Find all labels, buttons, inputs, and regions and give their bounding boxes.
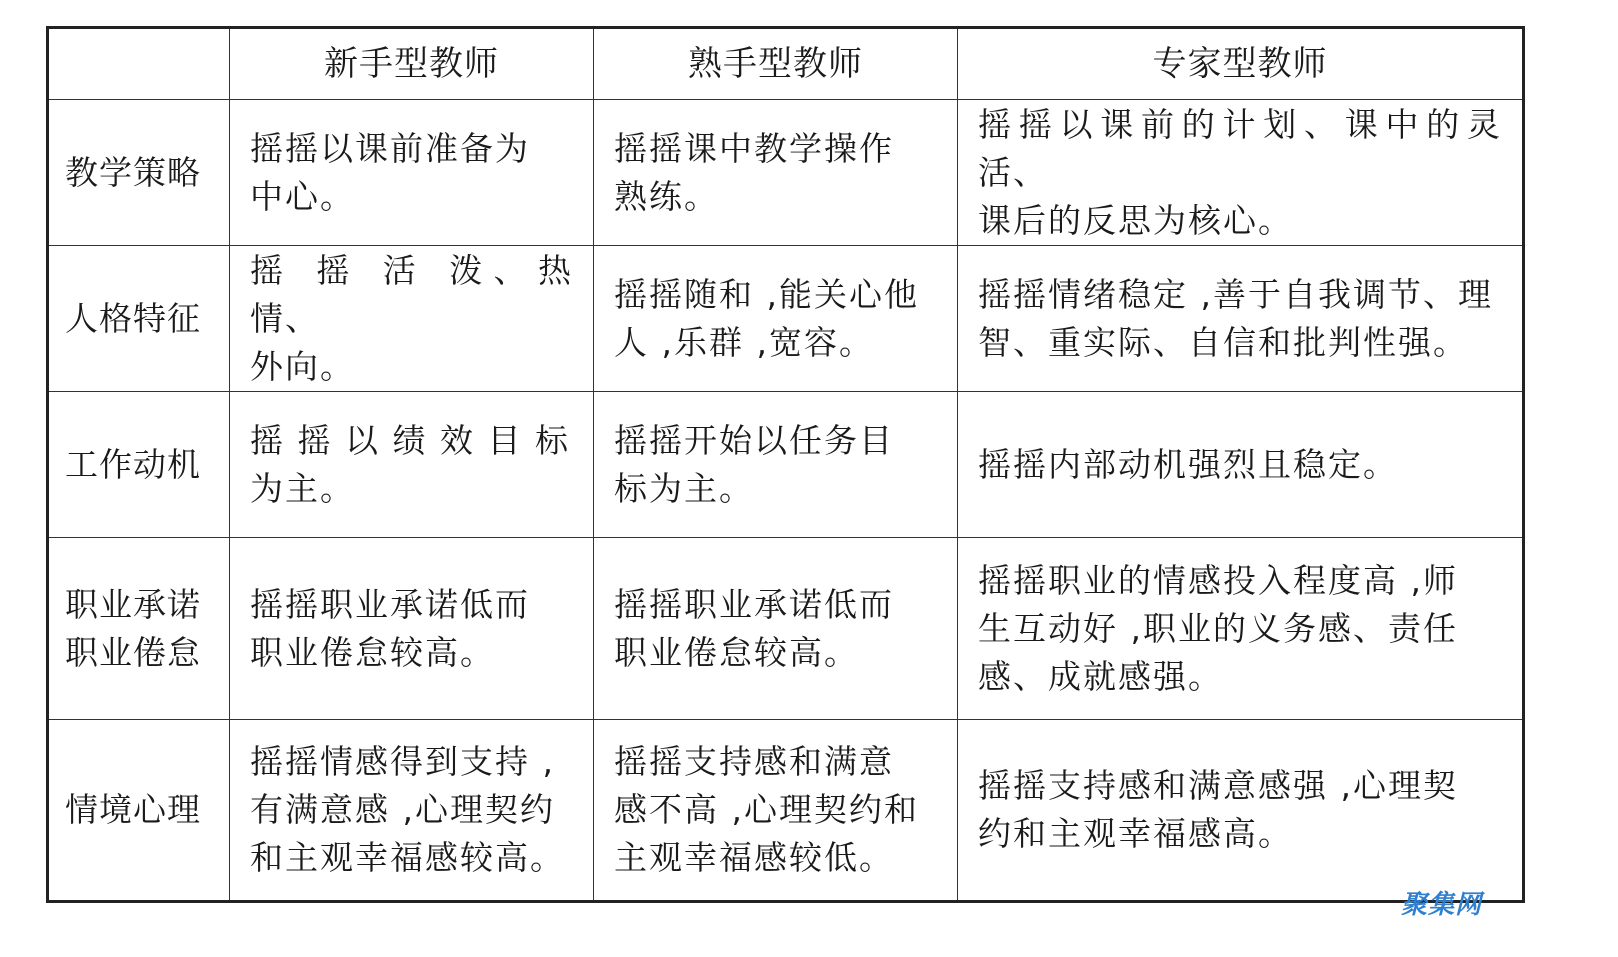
cell-line: 摇摇课中教学操作 [614,128,894,168]
row-label-teaching-strategy [48,100,230,246]
site-watermark: 聚集网 [1400,890,1482,920]
cell-line: 感、成就感强。 [978,656,1223,696]
cell-line: 中心。 [250,176,355,216]
cell-line: 摇摇职业承诺低而 [250,584,530,624]
cell-line: 摇 摇 以 绩 效 目 标 [250,420,570,460]
cell-novice [230,538,594,720]
row-label-career-commitment [48,538,230,720]
row-label-line: 教学策略 [65,152,201,192]
cell-skilled [594,100,958,246]
cell-line: 摇摇开始以任务目 [614,420,894,460]
cell-line: 摇摇随和 ,能关心他 [614,274,919,314]
row-label-line: 工作动机 [65,444,201,484]
row-label-situational-psychology [48,720,230,902]
cell-line: 智、重实际、自信和批判性强。 [978,322,1468,362]
cell-novice [230,392,594,538]
header-expert-teacher: 专家型教师 [958,28,1524,100]
row-label-work-motivation [48,392,230,538]
cell-line: 有满意感 ,心理契约 [250,790,555,829]
table-row [48,100,1524,246]
cell-line: 生互动好 ,职业的义务感、责任 [978,608,1458,648]
cell-expert [958,392,1524,538]
cell-line: 感不高 ,心理契约和 [614,790,919,829]
cell-expert [958,246,1524,392]
cell-line: 摇 摇 活 泼、热 情、 [250,250,573,338]
header-corner-cell [48,28,230,100]
cell-expert [958,538,1524,720]
cell-line: 摇摇支持感和满意 [614,742,894,781]
cell-skilled [594,392,958,538]
cell-line: 熟练。 [614,176,719,216]
cell-expert [958,720,1524,902]
table-row [48,720,1524,902]
cell-skilled [594,246,958,392]
table-row [48,246,1524,392]
cell-line: 摇摇以课前准备为 [250,128,530,168]
cell-novice [230,720,594,902]
cell-line: 约和主观幸福感高。 [978,814,1293,853]
comparison-table-container [46,26,1522,900]
table-row [48,392,1524,538]
cell-line: 摇摇情感得到支持 , [250,742,555,781]
cell-line: 人 ,乐群 ,宽容。 [614,322,874,362]
cell-line: 为主。 [250,468,355,508]
cell-line: 和主观幸福感较高。 [250,838,565,877]
row-label-personality [48,246,230,392]
cell-line: 课后的反思为核心。 [978,200,1293,240]
row-label-line: 职业承诺 [65,584,201,624]
row-label-line: 人格特征 [65,298,201,338]
cell-line: 外向。 [250,346,355,386]
cell-line: 摇摇职业承诺低而 [614,584,894,624]
cell-line: 摇摇职业的情感投入程度高 ,师 [978,560,1458,600]
cell-line: 职业倦怠较高。 [614,632,859,672]
cell-novice [230,246,594,392]
cell-skilled [594,538,958,720]
cell-expert [958,100,1524,246]
teacher-comparison-table [46,26,1525,903]
row-label-line: 情境心理 [65,790,201,829]
cell-skilled [594,720,958,902]
table-row [48,538,1524,720]
cell-line: 摇摇支持感和满意感强 ,心理契 [978,766,1458,805]
cell-line: 摇摇情绪稳定 ,善于自我调节、理 [978,274,1493,314]
cell-line: 摇摇以课前的计划、课中的灵活、 [978,104,1502,192]
header-novice-teacher: 新手型教师 [230,28,594,100]
cell-line: 摇摇内部动机强烈且稳定。 [978,444,1398,484]
cell-novice [230,100,594,246]
header-skilled-teacher: 熟手型教师 [594,28,958,100]
cell-line: 标为主。 [614,468,754,508]
header-row [48,28,1524,100]
cell-line: 职业倦怠较高。 [250,632,495,672]
row-label-line: 职业倦怠 [65,632,201,672]
cell-line: 主观幸福感较低。 [614,838,894,877]
